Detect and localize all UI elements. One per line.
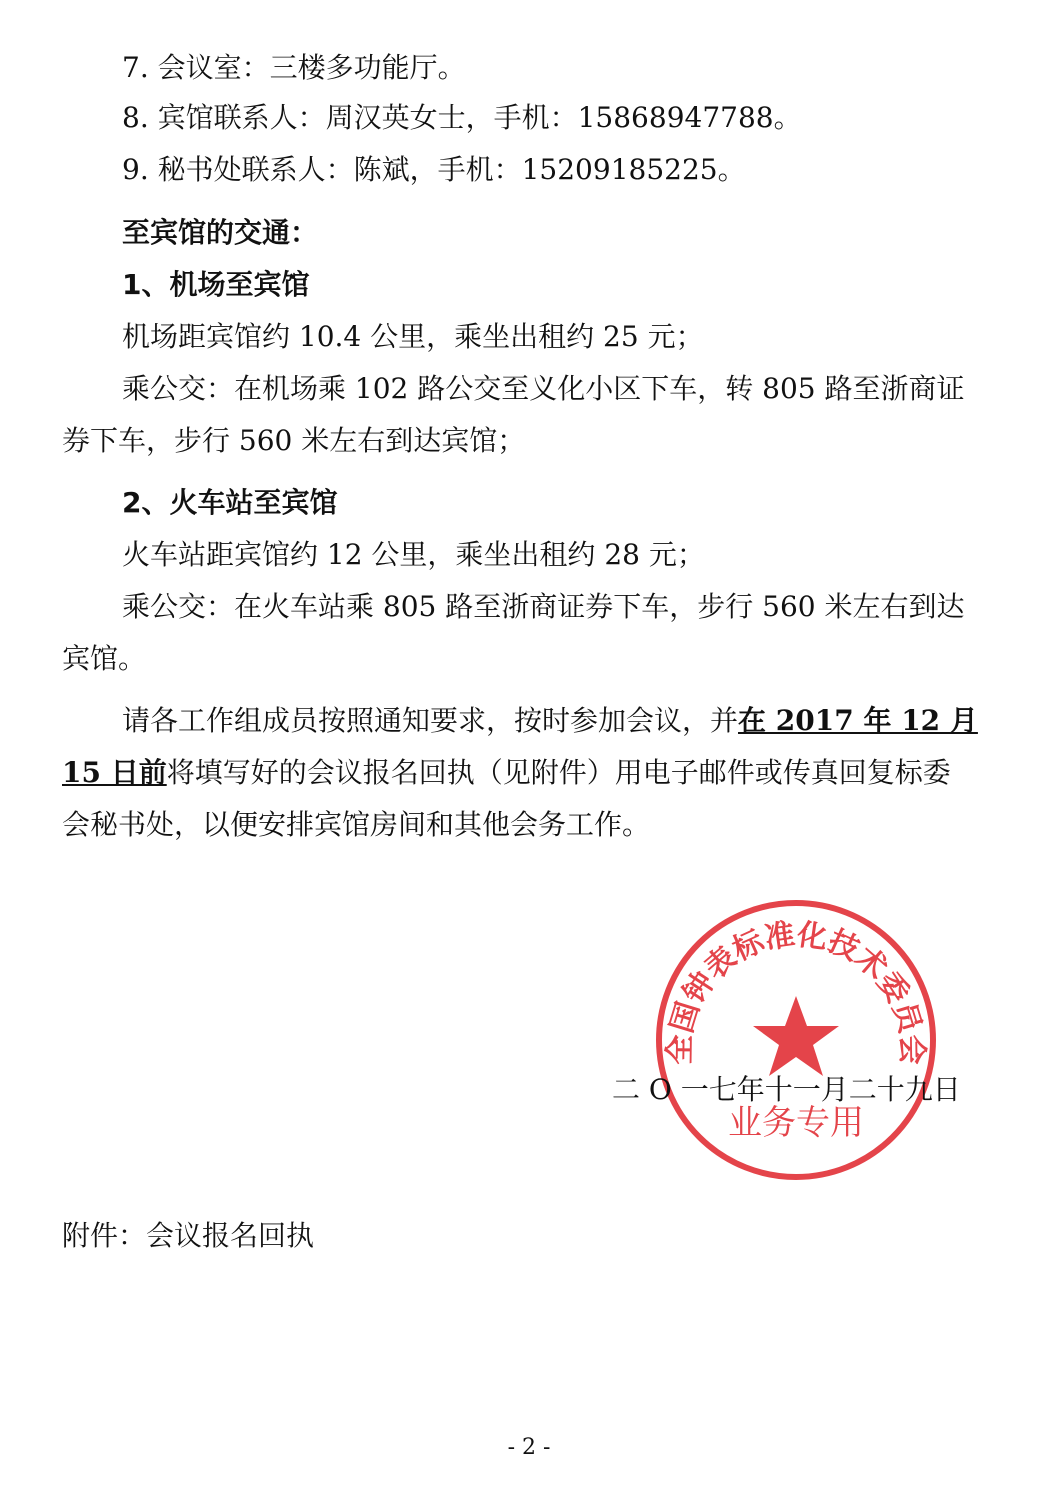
item-hotel-contact: 8. 宾馆联系人：周汉英女士，手机：15868947788。 [122, 101, 802, 134]
item-meeting-room: 7. 会议室：三楼多功能厅。 [122, 51, 466, 84]
seal-bottom-text: 业务专用 [728, 1103, 864, 1143]
transport-heading: 至宾馆的交通： [122, 216, 319, 249]
deadline-highlight-cont: 15 日前 [62, 756, 167, 789]
station-heading: 2、火车站至宾馆 [122, 486, 338, 519]
airport-taxi: 机场距宾馆约 10.4 公里，乘坐出租约 25 元； [122, 320, 704, 353]
seal-ring-text: 全国钟表标准化技术委员会 [662, 917, 930, 1065]
airport-bus-line1: 乘公交：在机场乘 102 路公交至义化小区下车，转 805 路至浙商证 [122, 372, 965, 405]
station-bus-line1: 乘公交：在火车站乘 805 路至浙商证券下车，步行 560 米左右到达 [122, 590, 965, 623]
page-number: - 2 - [507, 1435, 551, 1460]
request-text: 请各工作组成员按照通知要求，按时参加会议，并 [122, 704, 739, 737]
airport-bus-line2: 券下车，步行 560 米左右到达宾馆； [62, 424, 526, 457]
request-line3: 会秘书处，以便安排宾馆房间和其他会务工作。 [62, 808, 651, 841]
request-line1 [122, 701, 978, 741]
attachment-note: 附件：会议报名回执 [62, 1219, 315, 1252]
item-secretariat-contact: 9. 秘书处联系人：陈斌，手机：15209185225。 [122, 153, 746, 186]
request-line2 [62, 753, 951, 793]
station-bus-line2: 宾馆。 [62, 642, 147, 675]
deadline-highlight: 在 2017 年 12 月 [738, 704, 978, 737]
issue-date: 二 O 一七年十一月二十九日 [612, 1073, 961, 1106]
official-seal [652, 896, 940, 1184]
request-text-cont: 将填写好的会议报名回执（见附件）用电子邮件或传真回复标委 [166, 756, 951, 789]
star-icon [753, 996, 839, 1076]
station-taxi: 火车站距宾馆约 12 公里，乘坐出租约 28 元； [122, 538, 705, 571]
airport-heading: 1、机场至宾馆 [122, 268, 310, 301]
